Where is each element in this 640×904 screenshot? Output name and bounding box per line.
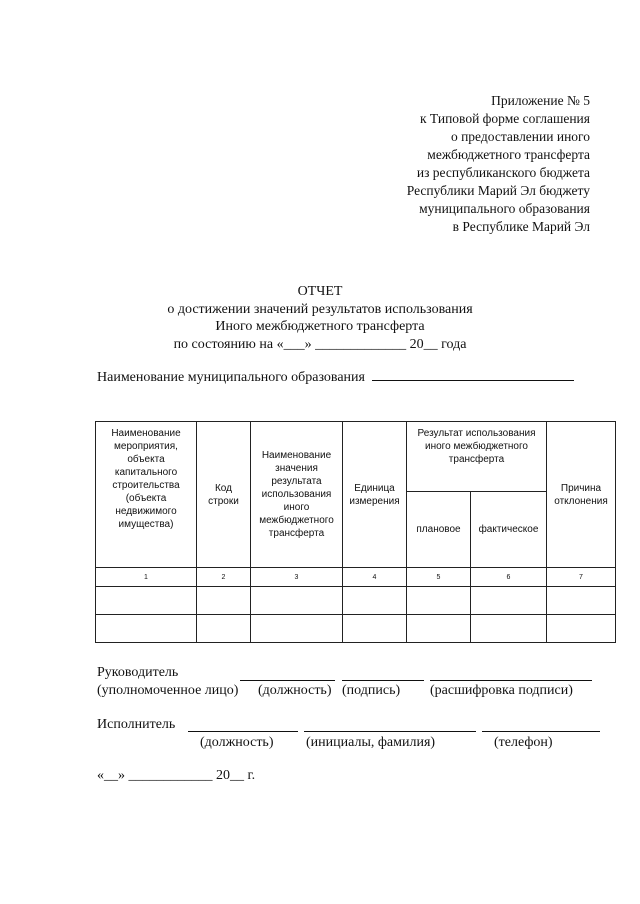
report-title-block	[0, 283, 640, 353]
column-number: 1	[96, 568, 197, 587]
executor-label: Исполнитель	[97, 717, 176, 732]
header-actual: фактическое	[471, 492, 547, 568]
signature-date: «__» ____________ 20__ г.	[97, 768, 256, 783]
table-cell[interactable]	[407, 587, 471, 615]
header-deviation-reason: Причина отклонения	[547, 422, 616, 568]
header-result-group: Результат использования иного межбюджетного трансферта	[407, 422, 547, 492]
table-cell[interactable]	[471, 615, 547, 643]
executor-name-caption: (инициалы, фамилия)	[306, 735, 436, 750]
table-cell[interactable]	[96, 587, 197, 615]
table-cell[interactable]	[547, 587, 616, 615]
table-cell[interactable]	[96, 615, 197, 643]
table-cell[interactable]	[343, 587, 407, 615]
table-cell[interactable]	[197, 587, 251, 615]
column-number: 6	[471, 568, 547, 587]
header-result-name: Наименование значения результата использования иного межбюджетного трансферта	[251, 422, 343, 568]
report-date: по состоянию на «___» _____________ 20__ года	[173, 336, 467, 352]
table-cell[interactable]	[547, 615, 616, 643]
executor-position-line[interactable]	[188, 731, 298, 732]
table-cell[interactable]	[251, 615, 343, 643]
table-cell[interactable]	[197, 615, 251, 643]
report-subtitle: о достижении значений результатов использования	[167, 301, 473, 317]
appendix-block	[330, 92, 590, 236]
municipality-fill-line[interactable]	[372, 368, 574, 381]
report-heading: ОТЧЕТ	[297, 284, 343, 299]
appendix-line: муниципального образования	[419, 201, 590, 216]
head-decode-caption: (расшифровка подписи)	[430, 683, 573, 698]
table-cell[interactable]	[471, 587, 547, 615]
column-number: 5	[407, 568, 471, 587]
municipality-row	[97, 368, 574, 386]
executor-name-line[interactable]	[304, 731, 476, 732]
header-unit: Единица измерения	[343, 422, 407, 568]
table-cell[interactable]	[343, 615, 407, 643]
table-cell[interactable]	[251, 587, 343, 615]
appendix-line: межбюджетного трансферта	[427, 147, 590, 162]
appendix-line: из республиканского бюджета	[416, 165, 590, 180]
table-cell[interactable]	[407, 615, 471, 643]
executor-position-caption: (должность)	[200, 735, 274, 750]
head-sub-label: (уполномоченное лицо)	[97, 683, 239, 698]
appendix-line: к Типовой форме соглашения	[420, 111, 590, 126]
header-event: Наименование мероприятия, объекта капитального строительства (объекта недвижимого имущества)	[96, 422, 197, 568]
executor-phone-caption: (телефон)	[494, 735, 553, 750]
head-sign-line[interactable]	[342, 680, 424, 681]
head-sign-caption: (подпись)	[342, 683, 401, 698]
appendix-line: Приложение № 5	[491, 93, 590, 108]
head-position-line[interactable]	[240, 680, 335, 681]
appendix-line: о предоставлении иного	[450, 129, 590, 144]
municipality-label: Наименование муниципального образования	[97, 370, 365, 385]
executor-phone-line[interactable]	[482, 731, 600, 732]
report-table	[95, 421, 616, 643]
head-label: Руководитель	[97, 665, 179, 680]
appendix-line: Республики Марий Эл бюджету	[406, 183, 590, 198]
column-number: 2	[197, 568, 251, 587]
appendix-line: в Республике Марий Эл	[452, 219, 590, 234]
head-position-caption: (должность)	[258, 683, 332, 698]
head-decode-line[interactable]	[430, 680, 592, 681]
column-number: 3	[251, 568, 343, 587]
column-number: 4	[343, 568, 407, 587]
header-planned: плановое	[407, 492, 471, 568]
report-subtitle-2: Иного межбюджетного трансферта	[215, 319, 425, 334]
column-number: 7	[547, 568, 616, 587]
header-row-code: Код строки	[197, 422, 251, 568]
